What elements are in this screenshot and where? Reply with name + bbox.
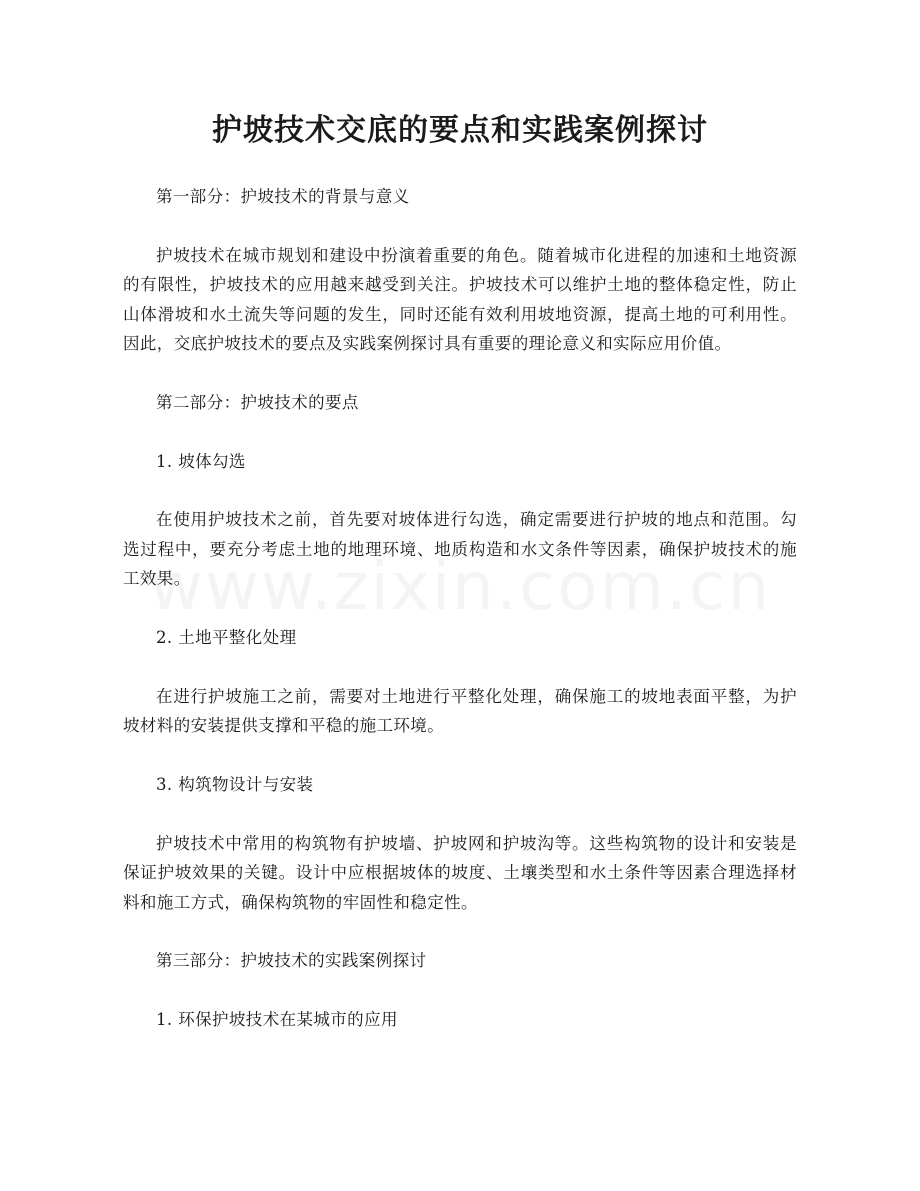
paragraph-slope-selection: 在使用护坡技术之前，首先要对坡体进行勾选，确定需要进行护坡的地点和范围。勾选过程中，要充分考虑土地的地理环境、地质构造和水文条件等因素，确保护坡技术的施工效果。: [123, 510, 797, 589]
section-heading-3: 第三部分：护坡技术的实践案例探讨: [156, 951, 427, 971]
paragraph-land-leveling: 在进行护坡施工之前，需要对土地进行平整化处理，确保施工的坡地表面平整，为护坡材料的安装提供支撑和平稳的施工环境。: [123, 686, 797, 736]
paragraph-background: 护坡技术在城市规划和建设中扮演着重要的角色。随着城市化进程的加速和土地资源的有限性，护坡技术的应用越来越受到关注。护坡技术可以维护土地的整体稳定性，防止山体滑坡和水土流失等问题的发生，同时还能有效利用坡地资源，提高土地的可利用性。因此，交底护坡技术的要点及实践案例探讨具有重要的理论意义和实际应用价值。: [123, 245, 797, 354]
subheading-case-study-1: 1. 环保护坡技术在某城市的应用: [156, 1010, 398, 1030]
section-heading-1: 第一部分：护坡技术的背景与意义: [156, 187, 410, 206]
subheading-land-leveling: 2. 土地平整化处理: [156, 628, 297, 648]
subheading-structure-design: 3. 构筑物设计与安装: [156, 775, 314, 795]
document-body: [123, 182, 797, 1035]
paragraph-structure-design: 护坡技术中常用的构筑物有护坡墙、护坡网和护坡沟等。这些构筑物的设计和安装是保证护坡效果的关键。设计中应根据坡体的坡度、土壤类型和水土条件等因素合理选择材料和施工方式，确保构筑物的牢固性和稳定性。: [123, 833, 797, 912]
subheading-slope-selection: 1. 坡体勾选: [156, 451, 246, 471]
document-title: 护坡技术交底的要点和实践案例探讨: [212, 113, 708, 148]
section-heading-2: 第二部分：护坡技术的要点: [156, 392, 359, 412]
